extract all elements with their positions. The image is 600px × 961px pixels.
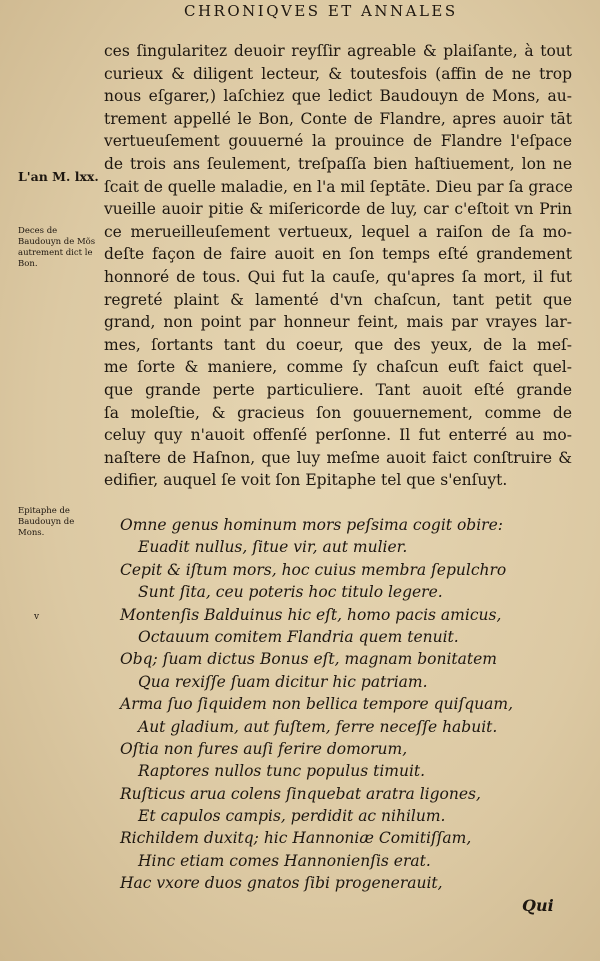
prose-line: ces ſingularitez deuoir reyſſir agreable & plaiſante, à tout bbox=[104, 42, 572, 60]
verse-line: Oſtia non fures auſi ferire domorum, bbox=[120, 739, 408, 758]
verse-line: Richildem duxitq; hic Hannoniæ Comitiſſam, bbox=[120, 829, 472, 848]
prose-line: honnoré de tous. Qui fut la cauſe, qu'apres ſa mort, il fut bbox=[104, 267, 572, 286]
verse-line: Qua rexiſſe ſuam dicitur hic patriam. bbox=[138, 672, 428, 691]
verse-line: Hac vxore duos gnatos ſibi progenerauit, bbox=[120, 874, 443, 893]
verse-line: Et capulos campis, perdidit ac nihilum. bbox=[138, 807, 446, 826]
verse-line: Obq; ſuam dictus Bonus eſt, magnam bonitatem bbox=[120, 650, 497, 669]
prose-line: edifier, auquel ſe voit ſon Epitaphe tel que s'enſuyt. bbox=[104, 471, 508, 490]
verse-line: Omne genus hominum mors peſsima cogit obire: bbox=[120, 516, 503, 534]
epitaph-verse bbox=[120, 514, 580, 895]
verse-line: Cepit & iſtum mors, hoc cuius membra ſepulchro bbox=[120, 560, 507, 579]
prose-line: ſcait de quelle maladie, en l'a mil ſeptāte. Dieu par ſa grace bbox=[104, 177, 573, 196]
verse-line: Aut gladium, aut fuſtem, ferre neceſſe habuit. bbox=[138, 717, 498, 736]
prose-line: curieux & diligent lecteur, & toutesfois (affin de ne trop bbox=[104, 64, 572, 83]
prose-line: que grande perte particuliere. Tant auoit eſté grande bbox=[104, 380, 572, 399]
verse-line: Ruſticus arua colens ſinquebat aratra ligones, bbox=[120, 784, 481, 803]
prose-line: naſtere de Haſnon, que luy meſme auoit faict conſtruire & bbox=[104, 448, 572, 467]
verse-line: Euadit nullus, ſitue vir, aut mulier. bbox=[138, 538, 408, 557]
prose-line: de trois ans ſeulement, treſpaſſa bien haſtiuement, lon ne bbox=[104, 154, 572, 173]
margin-note-death: Deces de Baudouyn de Mõs autrement dict le Bon. bbox=[18, 226, 96, 269]
prose-line: ce merueilleuſement vertueux, lequel a raiſon de ſa mo- bbox=[104, 222, 572, 241]
prose-line: ſa moleſtie, & gracieus ſon gouuernement, comme de bbox=[104, 403, 572, 422]
prose-line: regreté plaint & lamenté d'vn chaſcun, tant petit que bbox=[104, 290, 572, 309]
prose-line: vueille auoir pitie & miſericorde de luy, car c'eſtoit vn Prin bbox=[104, 200, 572, 219]
verse-line: Raptores nullos tunc populus timuit. bbox=[138, 762, 426, 781]
verse-line: Arma ſuo ſiquidem non bellica tempore quiſquam, bbox=[120, 695, 513, 714]
margin-mark: v bbox=[34, 612, 40, 622]
verse-line: Montenſis Balduinus hic eſt, homo pacis amicus, bbox=[120, 605, 502, 624]
verse-line: Hinc etiam comes Hannonienſis erat. bbox=[138, 851, 431, 870]
prose-line: me ſorte & maniere, comme ſy chaſcun euſt faict quel- bbox=[104, 358, 572, 377]
verse-line: Sunt ſita, ceu poteris hoc titulo legere. bbox=[138, 583, 443, 602]
running-head: CHRONIQVES ET ANNALES bbox=[184, 2, 458, 20]
catchword: Qui bbox=[522, 896, 554, 915]
verse-line: Octauum comitem Flandria quem tenuit. bbox=[138, 627, 459, 646]
prose-line: nous eſgarer,) laſchiez que ledict Baudouyn de Mons, au- bbox=[104, 87, 572, 106]
prose-line: deſte façon de faire auoit en ſon temps eſté grandement bbox=[104, 245, 572, 264]
margin-note-year: L'an M. lxx. bbox=[18, 169, 99, 184]
margin-note-epitaph: Epitaphe de Baudouyn de Mons. bbox=[18, 506, 75, 538]
prose-line: celuy quy n'auoit offenſé perſonne. Il fut enterré au mo- bbox=[104, 426, 572, 445]
prose-line: vertueuſement gouuerné la prouince de Flandre l'eſpace bbox=[104, 132, 572, 151]
prose-paragraph bbox=[104, 40, 572, 492]
prose-line: mes, ſortants tant du coeur, que des yeux, de la meſ- bbox=[104, 335, 572, 354]
prose-line: grand, non point par honneur feint, mais par vrayes lar- bbox=[104, 313, 572, 332]
prose-line: trement appellé le Bon, Conte de Flandre, apres auoir tāt bbox=[104, 109, 572, 128]
